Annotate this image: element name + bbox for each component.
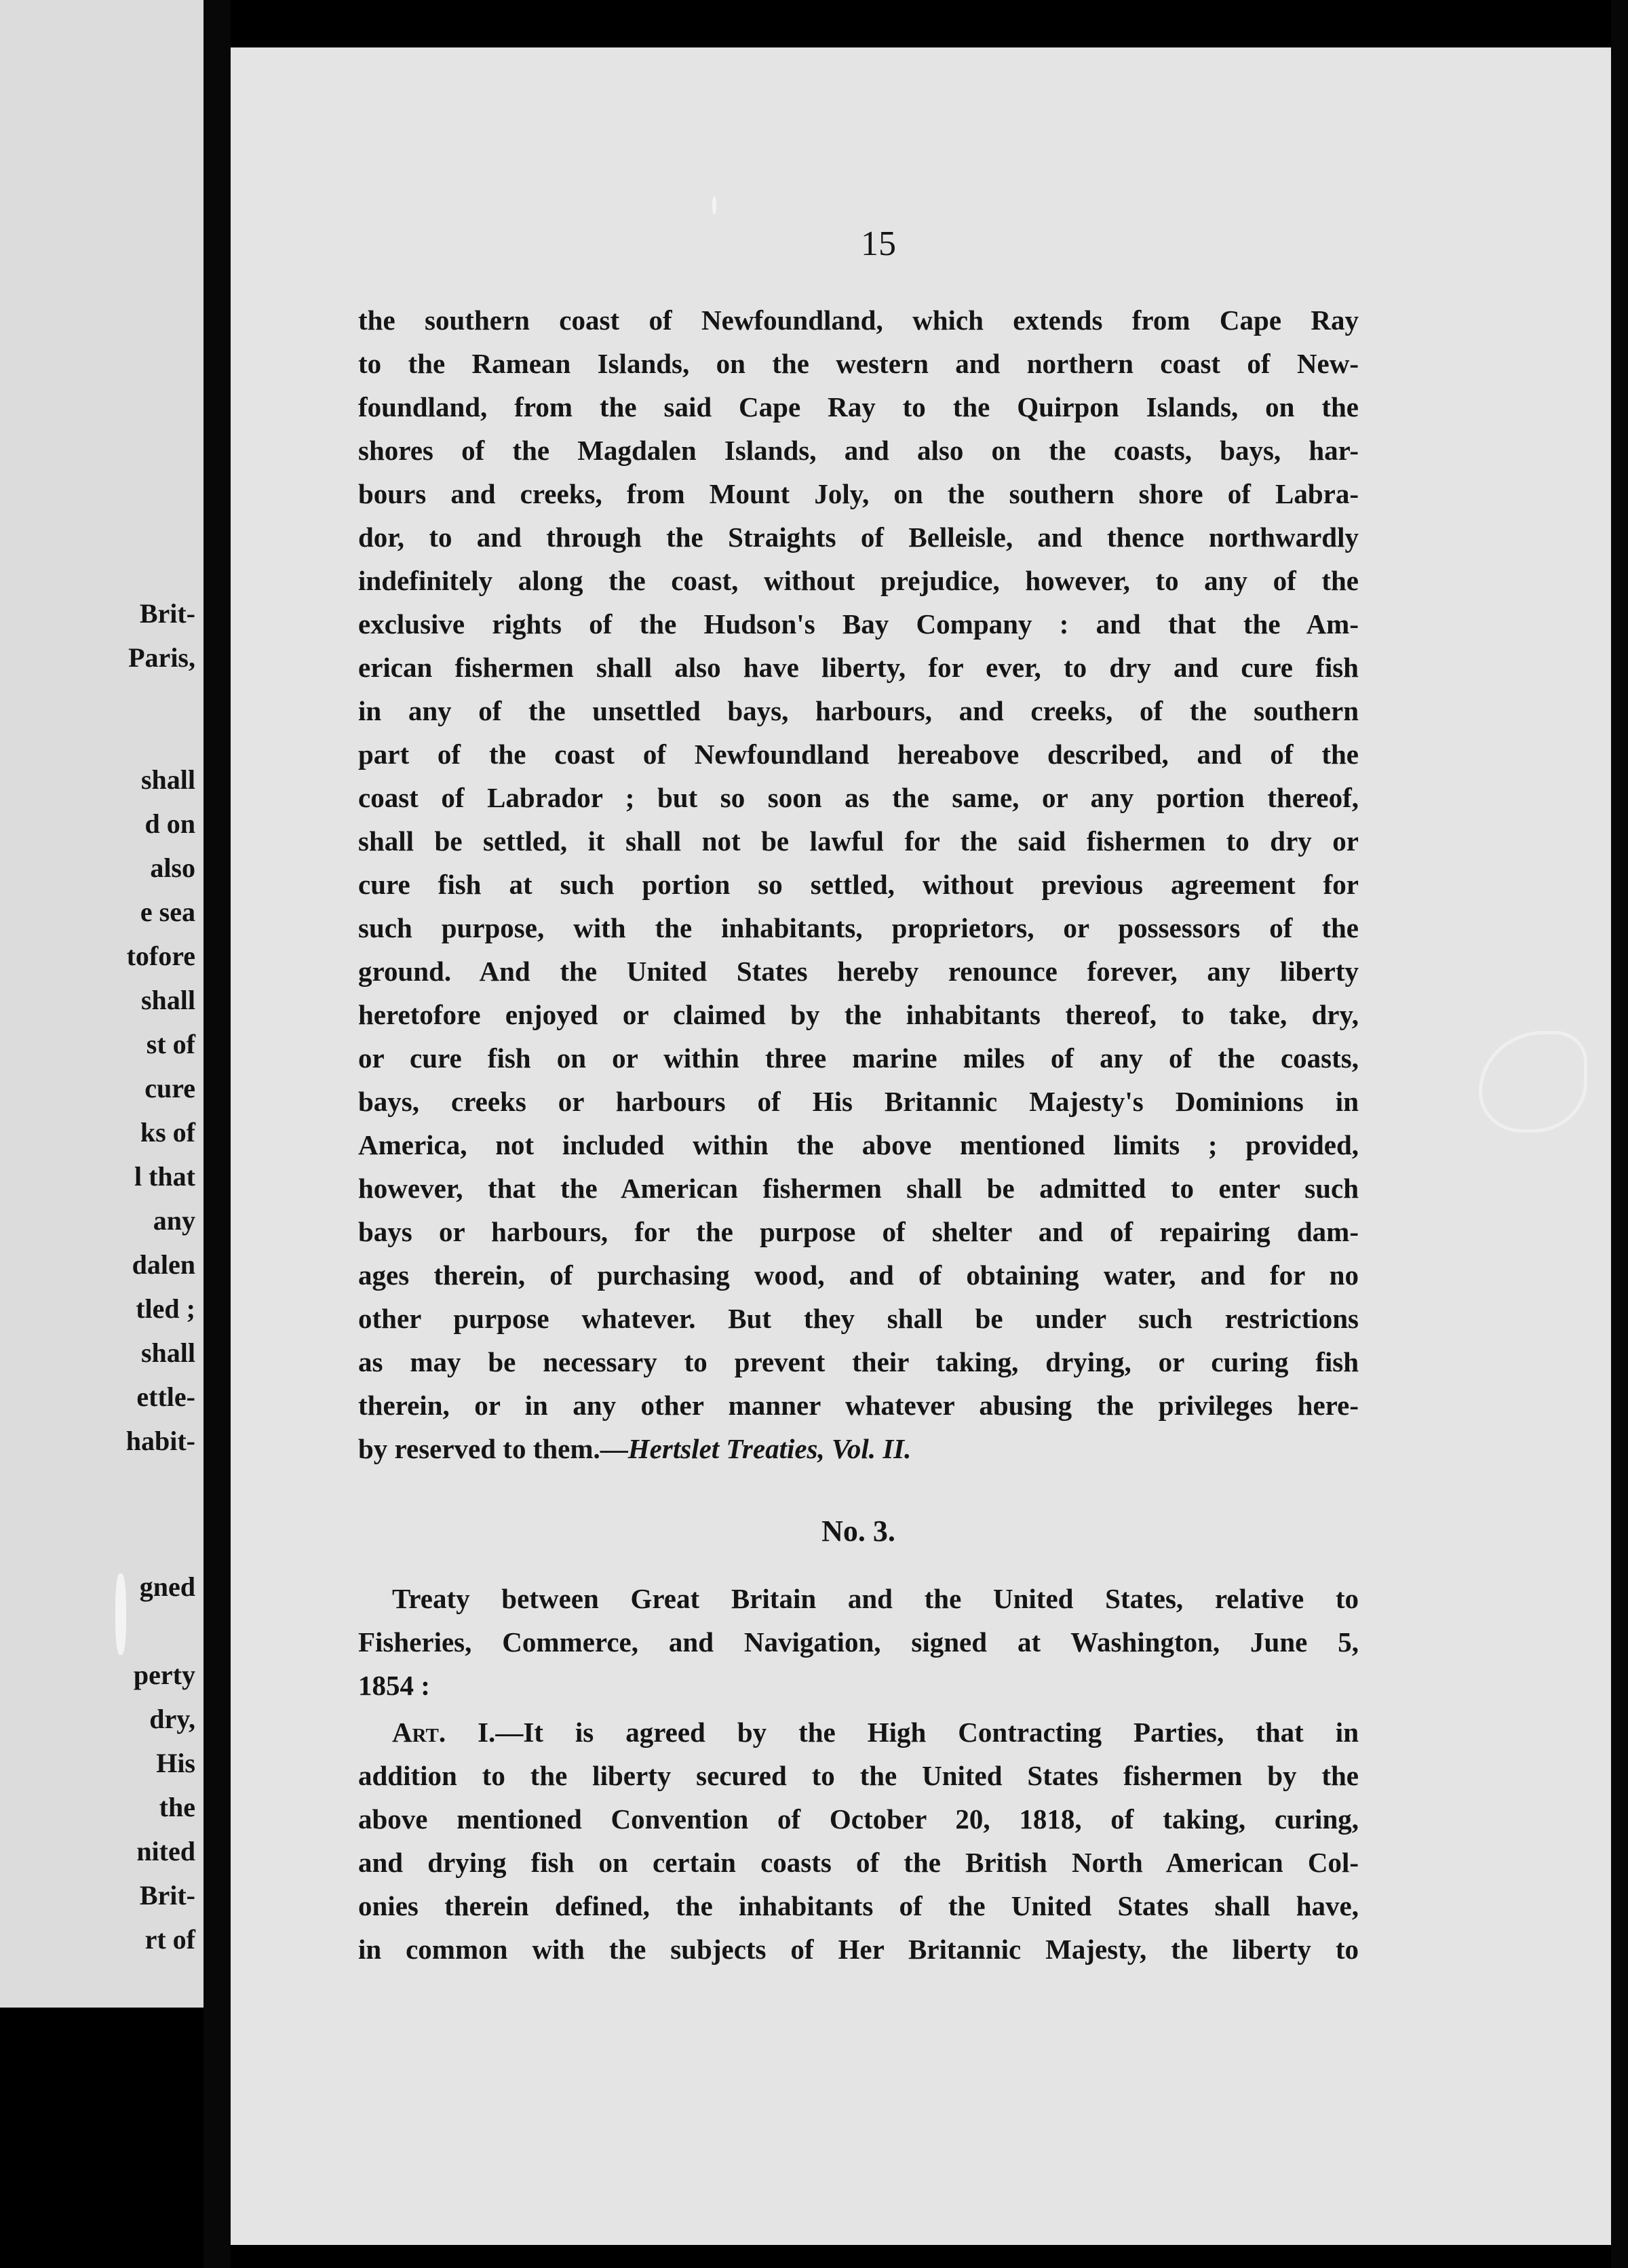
margin-fragment: dry, [149, 1704, 195, 1734]
text-line: as may be necessary to prevent their taking, drying, or curing fish [358, 1346, 1359, 1377]
margin-fragment: shall [140, 985, 195, 1015]
text-line: heretofore enjoyed or claimed by the inhabitants thereof, to take, dry, [358, 999, 1359, 1030]
margin-fragment: the [159, 1792, 195, 1822]
text-line: 1854 : [358, 1670, 430, 1701]
text-line: exclusive rights of the Hudson's Bay Company : and that the Am- [358, 608, 1359, 640]
text-line: ages therein, of purchasing wood, and of obtaining water, and for no [358, 1259, 1359, 1291]
text-line: Fisheries, Commerce, and Navigation, signed at Washington, June 5, [358, 1626, 1359, 1658]
margin-fragment: His [156, 1748, 195, 1778]
margin-fragment: shall [140, 764, 195, 795]
margin-fragment: cure [144, 1073, 195, 1103]
text-line: in common with the subjects of Her Britannic Majesty, the liberty to [358, 1934, 1359, 1965]
text-line: erican fishermen shall also have liberty, for ever, to dry and cure fish [358, 652, 1359, 683]
text-line: Treaty between Great Britain and the United States, relative to [392, 1583, 1359, 1614]
text-line: dor, to and through the Straights of Belleisle, and thence northwardly [358, 522, 1359, 553]
margin-fragment: gned [139, 1571, 195, 1602]
margin-fragment: e sea [140, 897, 195, 927]
margin-fragment: st of [146, 1029, 195, 1059]
margin-fragment: Brit- [139, 1880, 195, 1911]
margin-fragment: tofore [126, 941, 195, 971]
text-line [358, 1710, 1359, 1754]
text-line [358, 1427, 1359, 1470]
margin-fragment: perty [133, 1660, 195, 1690]
paper-speck [115, 1573, 126, 1655]
margin-fragment: habit- [125, 1426, 195, 1456]
text-line: America, not included within the above mentioned limits ; provided, [358, 1129, 1359, 1160]
text-line: onies therein defined, the inhabitants of the United States shall have, [358, 1890, 1359, 1921]
article-one [358, 1710, 1359, 1971]
text-line: indefinitely along the coast, without prejudice, however, to any of the [358, 565, 1359, 596]
text-line: shores of the Magdalen Islands, and also on the coasts, bays, har- [358, 435, 1359, 466]
margin-fragment: any [153, 1205, 195, 1236]
treaty-intro [358, 1577, 1359, 1707]
text-line: therein, or in any other manner whatever abusing the privileges here- [358, 1390, 1359, 1421]
citation: Hertslet Treaties, Vol. II. [627, 1433, 912, 1464]
page-number: 15 [861, 224, 896, 263]
text-line-end: by reserved to them.— [358, 1433, 628, 1464]
text-line: part of the coast of Newfoundland hereabove described, and of the [358, 739, 1359, 770]
text-line: however, that the American fishermen shall be admitted to enter such [358, 1173, 1359, 1204]
text-line: the southern coast of Newfoundland, which extends from Cape Ray [358, 305, 1359, 336]
text-line: or cure fish on or within three marine miles of any of the coasts, [358, 1042, 1359, 1074]
right-page-edge [1611, 0, 1628, 2268]
margin-fragment: tled ; [136, 1293, 195, 1324]
text-line: bays, creeks or harbours of His Britannic Majesty's Dominions in [358, 1086, 1359, 1117]
margin-fragment: shall [140, 1337, 195, 1368]
text-line: above mentioned Convention of October 20, 1818, of taking, curing, [358, 1803, 1359, 1835]
text-line: coast of Labrador ; but so soon as the same, or any portion thereof, [358, 782, 1359, 813]
article-label: Art. I. [392, 1717, 496, 1748]
margin-fragment: Paris, [128, 642, 195, 673]
margin-fragment: l that [134, 1161, 195, 1192]
article-paragraph [358, 298, 1359, 1470]
text-line: bays or harbours, for the purpose of shelter and of repairing dam- [358, 1216, 1359, 1247]
facing-page-margin [0, 0, 204, 2008]
text-line: such purpose, with the inhabitants, proprietors, or possessors of the [358, 912, 1359, 943]
margin-fragment: rt of [144, 1924, 195, 1955]
text-line: foundland, from the said Cape Ray to the Quirpon Islands, on the [358, 391, 1359, 423]
margin-fragment: dalen [132, 1249, 195, 1280]
text-line: cure fish at such portion so settled, without previous agreement for [358, 869, 1359, 900]
text-line: addition to the liberty secured to the United States fishermen by the [358, 1760, 1359, 1791]
text-line: in any of the unsettled bays, harbours, and creeks, of the southern [358, 695, 1359, 726]
margin-fragment: also [150, 853, 195, 883]
paper-speck [712, 197, 716, 214]
margin-fragment: nited [136, 1836, 195, 1866]
text-line: other purpose whatever. But they shall be under such restrictions [358, 1303, 1359, 1334]
article-text: —It is agreed by the High Contracting Parties, that in [495, 1717, 1359, 1748]
text-line: shall be settled, it shall not be lawful for the said fishermen to dry or [358, 825, 1359, 857]
text-line: bours and creeks, from Mount Joly, on the southern shore of Labra- [358, 478, 1359, 509]
text-line: and drying fish on certain coasts of the British North American Col- [358, 1847, 1359, 1878]
margin-fragment: ettle- [136, 1382, 195, 1412]
text-line: to the Ramean Islands, on the western and northern coast of New- [358, 348, 1359, 379]
margin-fragment: d on [144, 808, 195, 839]
text-line: ground. And the United States hereby renounce forever, any liberty [358, 956, 1359, 987]
book-gutter [204, 0, 231, 2268]
margin-fragment: ks of [140, 1117, 195, 1148]
margin-fragment: Brit- [139, 598, 195, 629]
section-heading: No. 3. [821, 1514, 895, 1548]
